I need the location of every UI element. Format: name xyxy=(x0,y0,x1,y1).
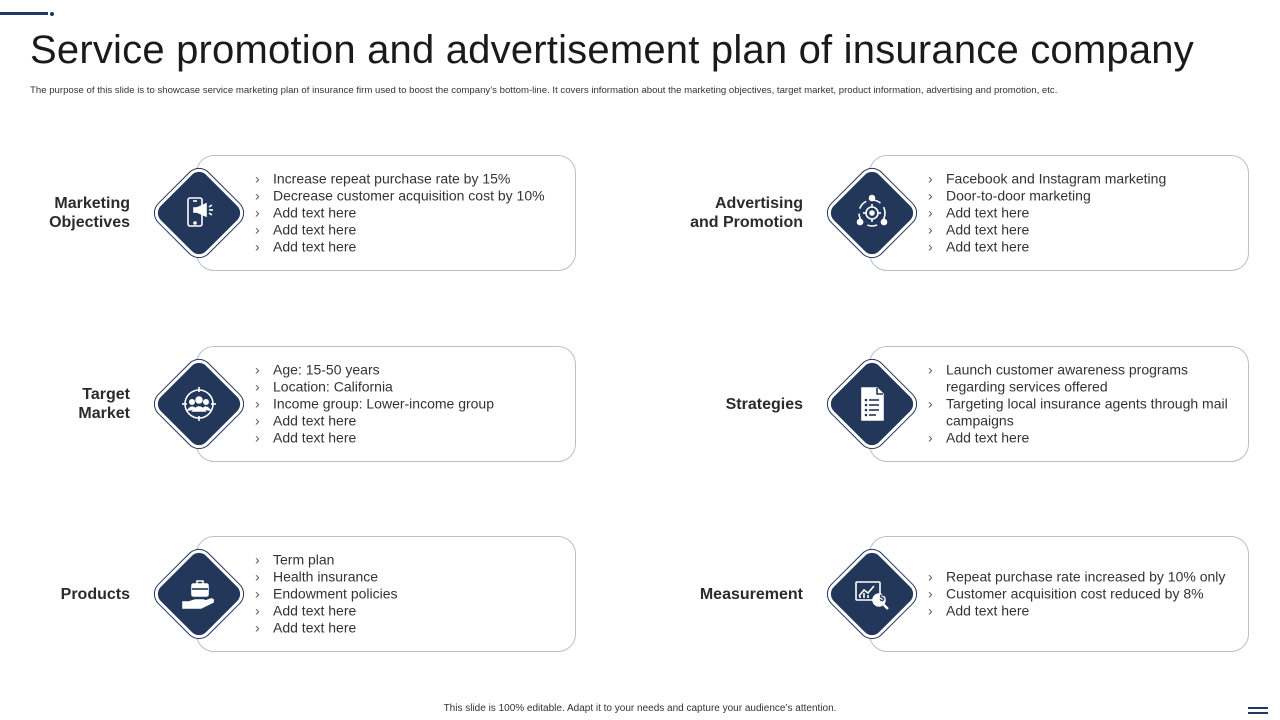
section-card xyxy=(196,346,576,462)
list-item: › Add text here xyxy=(255,222,563,239)
slide-title: Service promotion and advertisement plan of insurance company xyxy=(30,28,1194,72)
icon-badge xyxy=(827,359,917,449)
section-card xyxy=(869,346,1249,462)
list-item: › Add text here xyxy=(928,222,1236,239)
section-label: Marketing Objectives xyxy=(49,195,130,231)
bullet-list xyxy=(255,552,563,637)
section-label: Strategies xyxy=(725,395,803,413)
section-card xyxy=(869,536,1249,652)
list-item: › Health insurance xyxy=(255,569,563,586)
list-item: › Term plan xyxy=(255,552,563,569)
bullet-list xyxy=(928,569,1236,620)
section-card xyxy=(196,536,576,652)
list-item: › Add text here xyxy=(255,620,563,637)
list-item: › Location: California xyxy=(255,379,563,396)
list-item: › Door-to-door marketing xyxy=(928,188,1236,205)
list-item: › Launch customer awareness programs regarding services offered xyxy=(928,362,1236,396)
bullet-list xyxy=(255,171,563,256)
icon-badge xyxy=(827,549,917,639)
slide-subtitle: The purpose of this slide is to showcase service marketing plan of insurance firm used to boost the company’s bottom-line. It covers information about the marketing objectives, target market, product information, advertising and promotion, etc. xyxy=(30,85,1058,96)
dollar-sign-glyph: $ xyxy=(879,593,885,603)
section-products xyxy=(0,536,600,652)
icon-badge xyxy=(154,549,244,639)
list-item: › Add text here xyxy=(928,430,1236,447)
icon-badge xyxy=(154,359,244,449)
list-item: › Age: 15-50 years xyxy=(255,362,563,379)
list-item: › Add text here xyxy=(928,603,1236,620)
bullet-list xyxy=(255,362,563,447)
list-item: › Add text here xyxy=(255,430,563,447)
bullet-list xyxy=(928,362,1236,447)
list-item: › Targeting local insurance agents through mail campaigns xyxy=(928,396,1236,430)
phone-megaphone-icon xyxy=(179,193,219,233)
list-item: › Add text here xyxy=(928,205,1236,222)
list-item: › Endowment policies xyxy=(255,586,563,603)
list-item: › Add text here xyxy=(255,205,563,222)
list-item: › Add text here xyxy=(255,239,563,256)
section-label: Advertising and Promotion xyxy=(690,195,803,231)
list-item: › Customer acquisition cost reduced by 8% xyxy=(928,586,1236,603)
list-item: › Add text here xyxy=(255,413,563,430)
bullet-list xyxy=(928,171,1236,256)
document-checklist-icon xyxy=(852,384,892,424)
section-label: Measurement xyxy=(699,585,803,603)
icon-badge xyxy=(827,168,917,258)
list-item: › Facebook and Instagram marketing xyxy=(928,171,1236,188)
top-accent-bar xyxy=(0,12,48,15)
section-card xyxy=(869,155,1249,271)
section-marketing-objectives xyxy=(0,155,600,271)
list-item: › Decrease customer acquisition cost by 10% xyxy=(255,188,563,205)
footer-note: This slide is 100% editable. Adapt it to your needs and capture your audience’s attention. xyxy=(443,703,837,714)
top-accent-dot xyxy=(50,12,54,16)
list-item: › Add text here xyxy=(928,239,1236,256)
list-item: › Income group: Lower-income group xyxy=(255,396,563,413)
briefcase-hand-icon xyxy=(179,574,219,614)
section-label: Target Market xyxy=(78,386,130,422)
target-audience-icon xyxy=(179,384,219,424)
section-target-market xyxy=(0,346,600,462)
social-gear-icon xyxy=(852,193,892,233)
section-measurement xyxy=(673,536,1273,652)
section-advertising-promotion xyxy=(673,155,1273,271)
list-item: › Increase repeat purchase rate by 15% xyxy=(255,171,563,188)
menu-lines-icon xyxy=(1248,704,1268,714)
section-strategies xyxy=(673,346,1273,462)
list-item: › Repeat purchase rate increased by 10% only xyxy=(928,569,1236,586)
icon-badge xyxy=(154,168,244,258)
section-label: Products xyxy=(60,585,130,603)
section-card xyxy=(196,155,576,271)
list-item: › Add text here xyxy=(255,603,563,620)
